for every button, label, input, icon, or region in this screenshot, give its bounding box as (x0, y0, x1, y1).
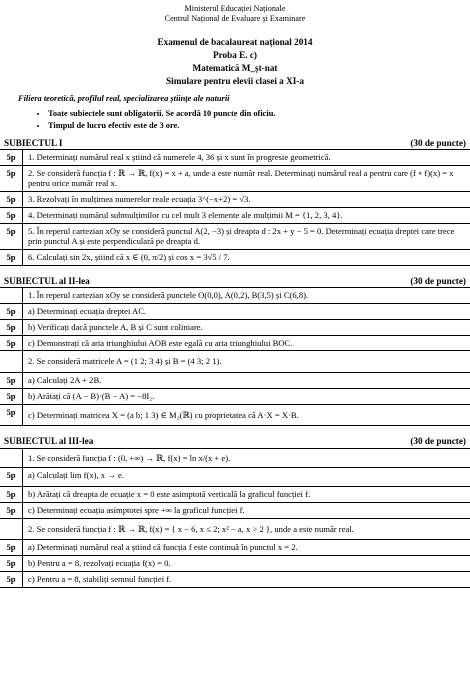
question-text: b) Arătați că (A − B)·(B − A) = −8I₂. (28, 390, 155, 401)
question-row (0, 335, 470, 351)
question-text: b) Verificați dacă punctele A, B și C sunt coliniare. (28, 321, 203, 332)
points-cell: 5p (0, 166, 23, 191)
points-cell-empty (0, 449, 23, 468)
question-text: 5. În reperul cartezian xOy se consideră punctul A(2, −3) și dreapta d : 2x + y − 5 = 0. Determinați ecuația dreptei care trece prin punctul A și este perpendiculară pe dreapta d. (28, 225, 455, 247)
question-row (0, 303, 470, 319)
problem-intro: 2. Se consideră funcția f : ℝ → ℝ, f(x) = { x − 6, x ≤ 2; x² − a, x > 2 }, unde a este număr real. (28, 523, 354, 534)
question-text: 4. Determinați numărul submulțimilor cu cel mult 3 elemente ale mulțimii M = {1, 2, 3, 4}. (28, 209, 343, 220)
points-cell: 5p (0, 320, 23, 335)
section-3-body (0, 448, 470, 588)
points-cell: 5p (0, 556, 23, 571)
center-line: Centrul Național de Evaluare și Examinare (164, 14, 306, 23)
problem-intro-row (0, 518, 470, 540)
section-1-body (0, 149, 470, 266)
question-row (0, 249, 470, 265)
page-header (0, 0, 470, 24)
question-text: 1. Determinați numărul real x știind că numerele 4, 36 și x sunt în progresie geometrică. (28, 152, 331, 162)
exam-proba: Proba E. c) (213, 50, 257, 60)
note-item: • Toate subiectele sunt obligatorii. Se acordă 10 puncte din oficiu. (48, 108, 470, 120)
section-1-title (0, 138, 470, 150)
question-text: b) Arătați că dreapta de ecuație x = 0 este asimptotă verticală la graficul funcției f. (28, 489, 311, 500)
question-row (0, 539, 470, 555)
question-text: c) Determinați ecuația asimptotei spre +∞ la graficul funcției f. (28, 504, 245, 515)
points-cell: 5p (0, 224, 23, 249)
points-cell: 5p (0, 150, 23, 165)
section-3-title (0, 436, 470, 448)
section-2-name: SUBIECTUL al II-lea (4, 275, 90, 286)
problem-intro-row (0, 448, 470, 468)
question-text: 2. Se consideră funcția f : ℝ → ℝ, f(x) = x + a, unde a este număr real. Determinați numărul real a pentru care (f ∘ f)(x) = x pentru orice număr real x. (28, 167, 454, 189)
exam-simulare: Simulare pentru elevii clasei a XI-a (166, 76, 304, 86)
points-cell: 5p (0, 405, 23, 426)
points-cell: 5p (0, 389, 23, 404)
points-cell-empty (0, 288, 23, 303)
points-cell: 5p (0, 373, 23, 388)
question-row (0, 149, 470, 165)
question-text: a) Determinați ecuația dreptei AC. (28, 306, 147, 317)
question-row (0, 223, 470, 249)
points-cell: 5p (0, 487, 23, 502)
question-text: 6. Calculați sin 2x, știind că x ∈ (0, π/2) și cos x = 3√5 / 7. (28, 252, 230, 263)
question-row (0, 319, 470, 335)
problem-intro: 2. Se consideră matricele A = (1 2; 3 4) și B = (4 3; 2 1). (28, 356, 222, 367)
filiera: Filiera teoretică, profilul real, specializarea științe ale naturii (18, 94, 230, 103)
question-row (0, 571, 470, 587)
exam-subject: Matematică M_șt-nat (192, 63, 278, 73)
question-row (0, 191, 470, 207)
question-text: c) Determinați matricea X = (a b; 1 3) ∈ M₂(ℝ) cu proprietatea că A·X = X·B. (28, 409, 299, 420)
points-cell: 5p (0, 336, 23, 351)
exam-title-block (0, 36, 470, 88)
points-cell: 5p (0, 540, 23, 555)
section-1-points: (30 de puncte) (410, 137, 466, 148)
problem-intro-row (0, 350, 470, 372)
points-cell: 5p (0, 250, 23, 265)
question-row (0, 467, 470, 486)
question-row (0, 388, 470, 404)
section-2-title (0, 276, 470, 288)
points-cell: 5p (0, 208, 23, 223)
question-text: a) Calculați lim f(x), x → e. (28, 470, 124, 481)
question-row (0, 165, 470, 191)
section-2-body (0, 287, 470, 426)
section-3-name: SUBIECTUL al III-lea (4, 436, 94, 447)
question-row (0, 207, 470, 223)
points-cell: 5p (0, 503, 23, 518)
points-cell: 5p (0, 304, 23, 319)
question-text: a) Calculați 2A + 2B. (28, 375, 102, 386)
question-row (0, 555, 470, 571)
question-text: b) Pentru a = 8, rezolvați ecuația f(x) = 0. (28, 558, 171, 569)
problem-intro: 1. În reperul cartezian xOy se consideră punctele O(0,0), A(0,2), B(3,5) și C(6,8). (28, 290, 309, 301)
question-text: c) Pentru a = 8, stabiliți semnul funcției f. (28, 573, 172, 584)
question-text: 3. Rezolvați în mulțimea numerelor reale ecuația 3^(−x+2) = √3. (28, 194, 251, 205)
problem-intro-row (0, 287, 470, 303)
points-cell: 5p (0, 192, 23, 207)
question-row (0, 502, 470, 518)
points-cell-empty (0, 519, 23, 540)
question-row (0, 372, 470, 388)
ministry-line: Ministerul Educației Naționale (184, 4, 286, 13)
question-row (0, 404, 470, 426)
note-item: • Timpul de lucru efectiv este de 3 ore. (48, 120, 470, 132)
section-1-name: SUBIECTUL I (4, 137, 63, 148)
exam-title: Examenul de bacalaureat național 2014 (157, 37, 313, 47)
question-text: a) Determinați numărul real a știind că funcția f este continuă în punctul x = 2. (28, 542, 298, 553)
question-text: c) Demonstrați că aria triunghiului AOB este egală cu aria triunghiului BOC. (28, 337, 293, 348)
points-cell: 5p (0, 468, 23, 486)
section-2-points: (30 de puncte) (410, 275, 466, 286)
question-row (0, 486, 470, 502)
notes-list (0, 108, 470, 132)
points-cell: 5p (0, 572, 23, 587)
points-cell-empty (0, 351, 23, 372)
problem-intro: 1. Se consideră funcția f : (0, +∞) → ℝ, f(x) = ln x/(x + e). (28, 452, 231, 463)
section-3-points: (30 de puncte) (410, 436, 466, 447)
